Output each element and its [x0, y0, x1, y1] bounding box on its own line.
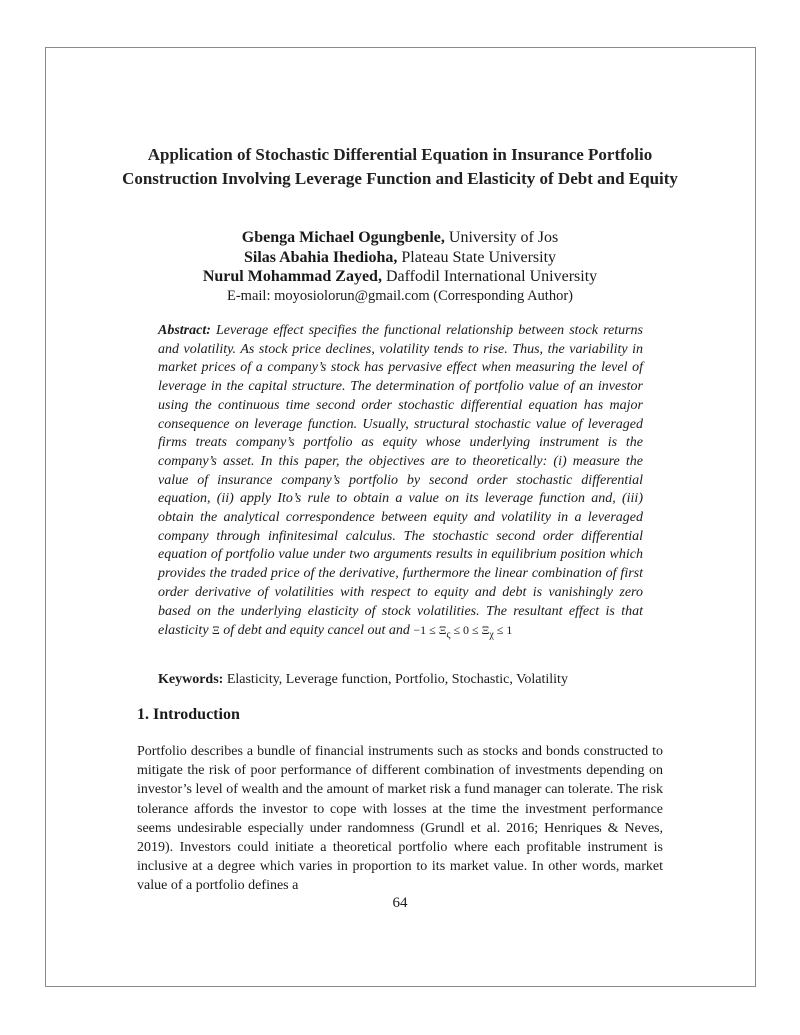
author-name: Nurul Mohammad Zayed,	[202, 268, 382, 285]
corresponding-email: E-mail: moyosiolorun@gmail.com (Corresponding Author)	[226, 287, 573, 304]
section-heading: 1. Introduction	[137, 706, 240, 723]
author-name: Gbenga Michael Ogungbenle,	[241, 229, 445, 246]
paper-title: Application of Stochastic Differential Equation in Insurance Portfolio Construction Involving Leverage Function and Elasticity of Debt and Equity	[122, 145, 678, 188]
elasticity-inequality	[413, 623, 513, 641]
author-line	[100, 267, 700, 287]
keywords	[158, 670, 643, 689]
keywords-label: Keywords:	[158, 672, 224, 687]
author-line	[100, 248, 700, 268]
abstract-text-end: of debt and equity cancel out and	[223, 623, 410, 639]
author-block	[100, 228, 700, 306]
keywords-text: Elasticity, Leverage function, Portfolio, Stochastic, Volatility	[226, 672, 568, 687]
author-line	[100, 228, 700, 248]
inequality-start: −1 ≤ Ξ	[413, 623, 447, 638]
author-name: Silas Abahia Ihedioha,	[243, 248, 398, 266]
page-number: 64	[392, 895, 408, 911]
inequality-mid: ≤ 0 ≤ Ξ	[450, 623, 490, 638]
author-affiliation: Daffodil International University	[385, 268, 598, 285]
elasticity-symbol: Ξ	[212, 623, 220, 638]
author-affiliation: Plateau State University	[401, 248, 557, 266]
debt-subscript: ς	[446, 629, 451, 641]
inequality-end: ≤ 1	[493, 623, 513, 638]
author-affiliation: University of Jos	[448, 229, 559, 246]
equity-subscript: χ	[489, 629, 494, 641]
abstract-text: Leverage effect specifies the functional relationship between stock returns and volatility. As stock price declines, volatility tends to rise. Thus, the variability in market prices of a company’s stock has pervasive effect when measuring the level of leverage in the capital structure. The determination of portfolio value of an investor using the continuous time second order stochastic differential equation has major consequence on leverage function. Usually, structural stochastic value of leveraged firms treats company’s portfolio as equity whose underlying instrument is the company’s asset. In this paper, the objectives are to theoretically: (i) measure the value of insurance company’s portfolio by second order stochastic differential equation, (ii) apply Ito’s rule to obtain a value on its leverage function and, (iii) obtain the analytical correspondence between equity and volatility in a leveraged company through infinitesimal calculus. The stochastic second order differential equation of portfolio value under two arguments results in equilibrium position which provides the traded price of the derivative, furthermore the linear combination of first order derivative of volatilities with respect to equity and debt is vanishingly zero based on the underlying elasticity of stock volatilities. The resultant effect is that elasticity	[158, 323, 644, 639]
abstract-label: Abstract:	[158, 323, 211, 338]
intro-paragraph: Portfolio describes a bundle of financial instruments such as stocks and bonds constructed to mitigate the risk of poor performance of different combination of investments depending on investor’s level of wealth and the amount of market risk a fund manager can tolerate. The risk tolerance affords the investor to cope with losses at the time the investment performance seems undesirable especially under randomness (Grundl et al. 2016; Henriques & Neves, 2019). Investors could initiate a theoretical portfolio where each profitable instrument is inclusive at a degree which varies in proportion to its market value. In other words, market value of a portfolio defines a	[137, 744, 663, 894]
abstract	[158, 322, 643, 645]
